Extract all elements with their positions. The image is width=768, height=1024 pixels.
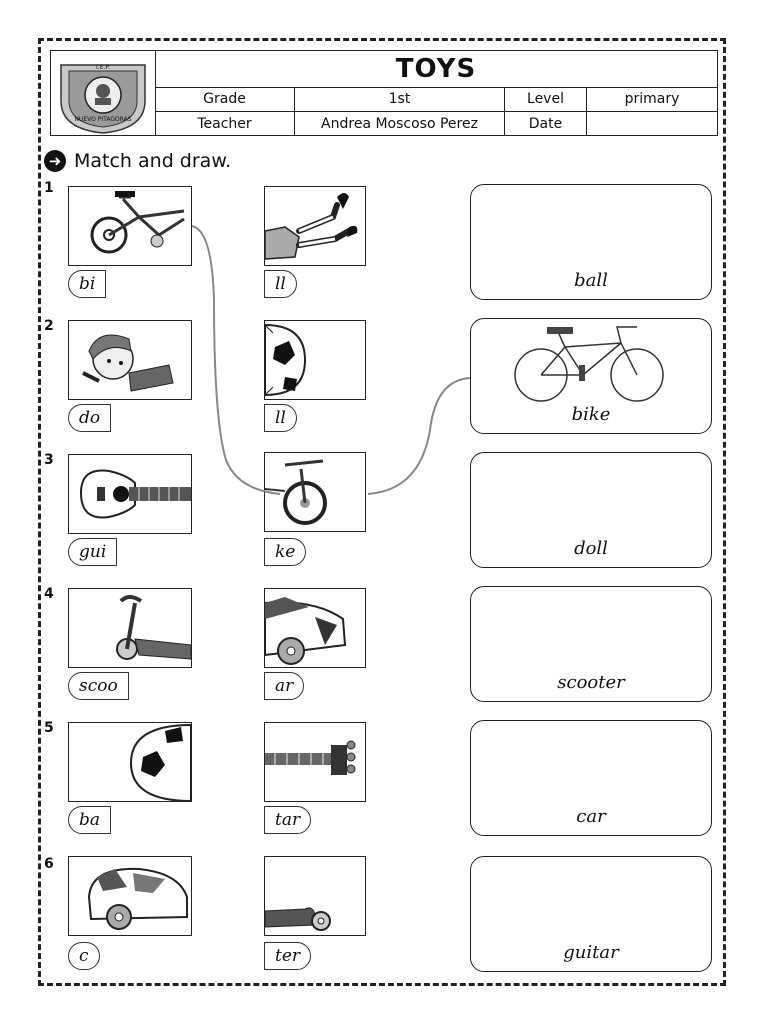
- syllable-tag: ll: [264, 270, 297, 298]
- syllable-tag: gui: [68, 538, 117, 566]
- row-number: 5: [44, 720, 54, 736]
- syllable-tag: ke: [264, 538, 306, 566]
- logo-text-bottom: NUEVO PITAGORAS: [74, 116, 132, 123]
- syllable-tag: scoo: [68, 672, 129, 700]
- bike-wheel-half-picture[interactable]: [264, 452, 366, 532]
- worksheet-title: TOYS: [155, 51, 717, 88]
- bike-front-half-picture[interactable]: [68, 186, 192, 266]
- arrow-right-circle-icon: ➜: [44, 150, 66, 172]
- syllable-tag: c: [68, 942, 100, 970]
- draw-box[interactable]: [470, 318, 712, 434]
- date-value[interactable]: [587, 112, 717, 136]
- worksheet-header: [50, 50, 718, 136]
- syllable-tag: ter: [264, 942, 311, 970]
- scooter-base-half-picture[interactable]: [264, 856, 366, 936]
- doll-head-half-picture[interactable]: [68, 320, 192, 400]
- level-value: primary: [624, 91, 680, 107]
- instruction-text: Match and draw.: [74, 150, 232, 172]
- ball-half-picture[interactable]: [68, 722, 192, 802]
- row-number: 6: [44, 856, 54, 872]
- teacher-label: Teacher: [155, 112, 295, 136]
- draw-box[interactable]: [470, 720, 712, 836]
- row-number: 2: [44, 318, 54, 334]
- row-number: 1: [44, 180, 54, 196]
- teacher-value: Andrea Moscoso Perez: [295, 112, 505, 136]
- car-half-picture[interactable]: [264, 588, 366, 668]
- car-front-half-picture[interactable]: [68, 856, 192, 936]
- row-number: 3: [44, 452, 54, 468]
- draw-box-word: doll: [574, 538, 608, 559]
- grade-label: Grade: [155, 87, 295, 111]
- syllable-tag: do: [68, 404, 111, 432]
- scooter-half-picture[interactable]: [68, 588, 192, 668]
- draw-box[interactable]: [470, 856, 712, 972]
- draw-box-word: scooter: [557, 672, 625, 693]
- draw-box-word: car: [576, 806, 606, 827]
- syllable-tag: tar: [264, 806, 311, 834]
- school-logo: [51, 51, 156, 135]
- guitar-body-half-picture[interactable]: [68, 454, 192, 534]
- grade-value: 1st: [295, 87, 505, 111]
- row-number: 4: [44, 586, 54, 602]
- bike-drawing: [471, 319, 711, 405]
- instruction: [44, 150, 231, 172]
- draw-box[interactable]: [470, 586, 712, 702]
- syllable-tag: ba: [68, 806, 111, 834]
- level-label: Level: [505, 87, 587, 111]
- draw-box-word: ball: [574, 270, 608, 291]
- doll-legs-half-picture[interactable]: [264, 186, 366, 266]
- syllable-tag: ll: [264, 404, 297, 432]
- ball-half-picture[interactable]: [264, 320, 366, 400]
- guitar-neck-half-picture[interactable]: [264, 722, 366, 802]
- draw-box-word: guitar: [563, 942, 619, 963]
- draw-box[interactable]: [470, 184, 712, 300]
- draw-box-word: bike: [571, 404, 611, 425]
- syllable-tag: ar: [264, 672, 304, 700]
- date-label: Date: [505, 112, 587, 136]
- syllable-tag: bi: [68, 270, 106, 298]
- logo-text-top: I.E.P.: [96, 64, 110, 71]
- draw-box[interactable]: [470, 452, 712, 568]
